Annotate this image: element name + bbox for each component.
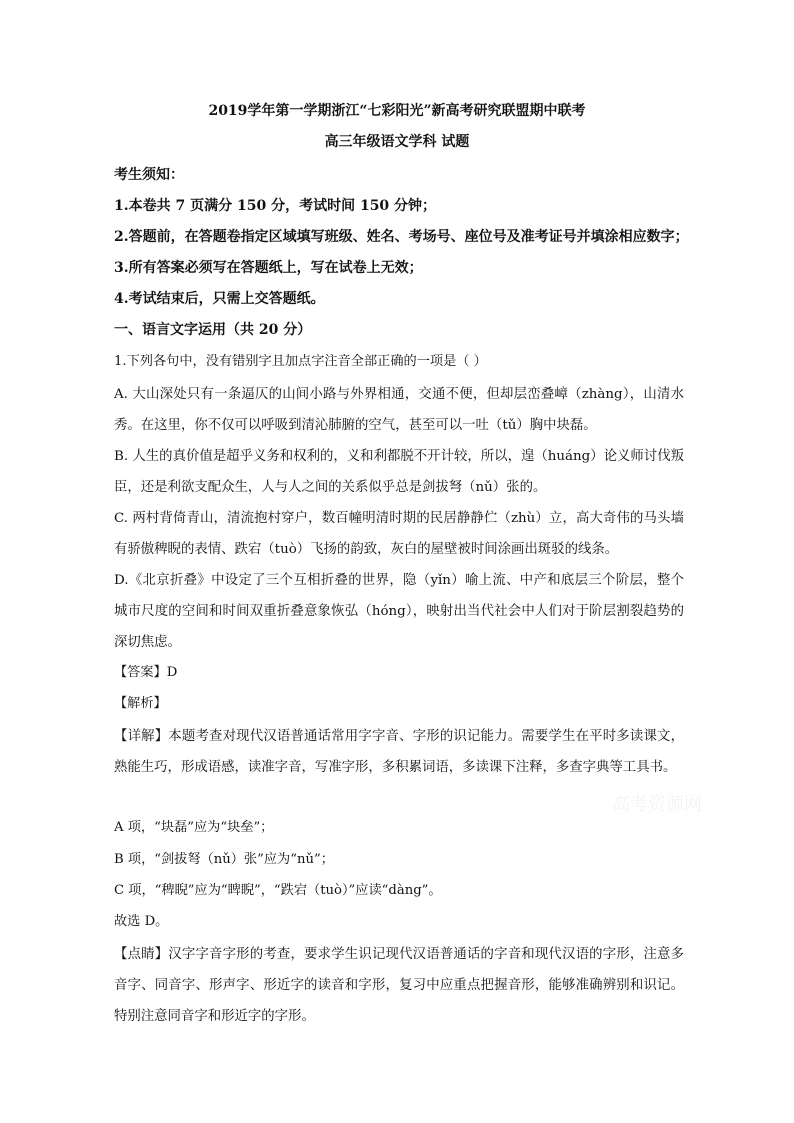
notice-heading: 考生须知：	[114, 167, 184, 183]
question-stem: 1.下列各句中，没有错别字且加点字注音全部正确的一项是（ ）	[114, 354, 487, 369]
tip-paragraph: 【点睛】汉字字音字形的考查，要求学生识记现代汉语普通话的字音和现代汉语的字形，注意多音字、同音字、形声字、形近字的读音和字形，复习中应重点把握音形，能够准确辨别和识记。特别注意同音字和形近字的字形。	[114, 947, 684, 1024]
exam-subtitle: 高三年级语文学科 试题	[324, 134, 470, 150]
exam-title: 2019学年第一学期浙江“七彩阳光”新高考研究联盟期中联考	[208, 103, 586, 119]
option-b: B. 人生的真价值是超乎义务和权利的，义和利都脱不开计较，所以，遑（huáng）论义师讨伐叛臣，还是利欲支配众生，人与人之间的关系似乎总是剑拔弩（nǔ）张的。	[114, 449, 684, 495]
option-c: C. 两村背倚青山，清流抱村穿户，数百幢明清时期的民居静静伫（zhù）立，高大奇伟的马头墙有骄傲稗睨的表情、跌宕（tuò）飞扬的韵致，灰白的屋壁被时间涂画出斑驳的线条。	[114, 511, 684, 557]
answer-label: 【答案】D	[114, 665, 178, 680]
section-heading: 一、语言文字运用（共 20 分）	[114, 322, 312, 338]
notice-item-4: 4.考试结束后，只需上交答题纸。	[114, 291, 325, 307]
watermark: 高考资源网	[612, 794, 702, 815]
analysis-line-c: C 项，“稗睨”应为“睥睨”，“跌宕（tuò）”应读“dàng”。	[114, 883, 442, 898]
detail-paragraph: 【详解】本题考查对现代汉语普通话常用字字音、字形的识记能力。需要学生在平时多读课文，熟能生巧，形成语感，读准字音，写准字形，多积累词语，多读课下注释，多查字典等工具书。	[114, 729, 684, 775]
analysis-line-a: A 项，“块磊”应为“块垒”；	[114, 820, 274, 835]
option-d: D.《北京折叠》中设定了三个互相折叠的世界，隐（yǐn）喻上流、中产和底层三个阶层，整个城市尺度的空间和时间双重折叠意象恢弘（hóng），映射出当代社会中人们对于阶层割裂趋势的深切焦虑。	[114, 573, 684, 650]
notice-item-3: 3.所有答案必须写在答题纸上，写在试卷上无效；	[114, 260, 423, 276]
analysis-label: 【解析】	[114, 696, 167, 711]
answer-choice: 故选 D。	[114, 914, 169, 929]
notice-item-1: 1.本卷共 7 页满分 150 分，考试时间 150 分钟；	[114, 198, 437, 214]
analysis-line-b: B 项，“剑拔弩（nǔ）张”应为“nǔ”；	[114, 852, 334, 867]
option-a: A. 大山深处只有一条逼仄的山间小路与外界相通，交通不便，但却层峦叠嶂（zhàng），山清水秀。在这里，你不仅可以呼吸到清沁肺腑的空气，甚至可以一吐（tǔ）胸中块磊。	[114, 387, 684, 433]
notice-item-2: 2.答题前，在答题卷指定区域填写班级、姓名、考场号、座位号及准考证号并填涂相应数字；	[114, 229, 689, 245]
